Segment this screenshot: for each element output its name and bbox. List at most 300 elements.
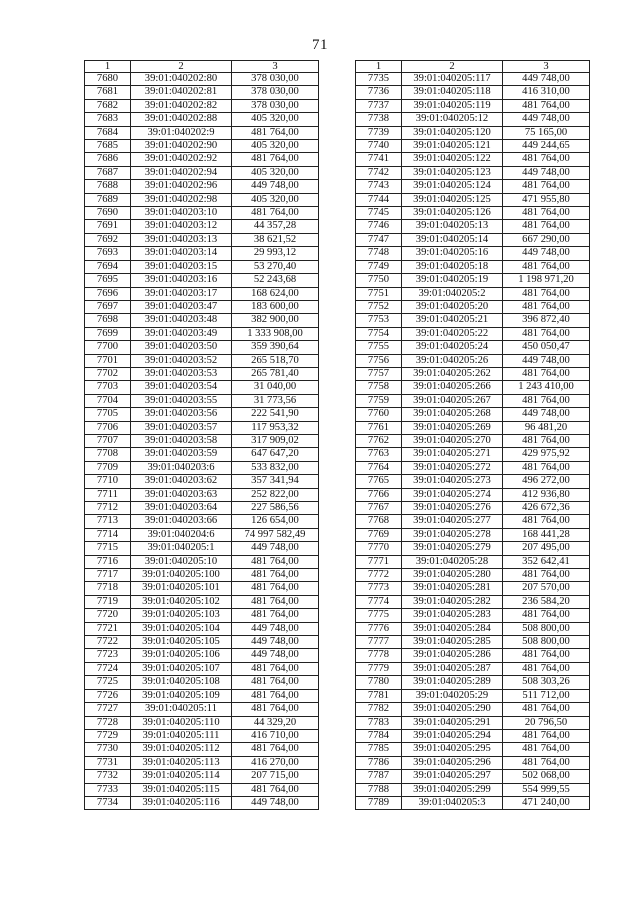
row-number-cell: 7686 bbox=[85, 153, 131, 166]
cadastral-number-cell: 39:01:040205:112 bbox=[131, 743, 232, 756]
table-header-row bbox=[85, 61, 319, 73]
row-number-cell: 7743 bbox=[356, 180, 402, 193]
table-row bbox=[356, 354, 590, 367]
header-col-2: 2 bbox=[402, 61, 503, 73]
row-number-cell: 7746 bbox=[356, 220, 402, 233]
table-row bbox=[85, 729, 319, 742]
table-row bbox=[85, 207, 319, 220]
row-number-cell: 7698 bbox=[85, 314, 131, 327]
cadastral-number-cell: 39:01:040205:291 bbox=[402, 716, 503, 729]
cadastral-number-cell: 39:01:040205:273 bbox=[402, 475, 503, 488]
row-number-cell: 7716 bbox=[85, 555, 131, 568]
row-number-cell: 7734 bbox=[85, 796, 131, 809]
value-cell: 481 764,00 bbox=[232, 207, 319, 220]
value-cell: 449 748,00 bbox=[232, 649, 319, 662]
value-cell: 29 993,12 bbox=[232, 247, 319, 260]
value-cell: 449 748,00 bbox=[503, 166, 590, 179]
value-cell: 53 270,40 bbox=[232, 260, 319, 273]
cadastral-number-cell: 39:01:040205:271 bbox=[402, 448, 503, 461]
row-number-cell: 7694 bbox=[85, 260, 131, 273]
cadastral-number-cell: 39:01:040202:80 bbox=[131, 73, 232, 86]
row-number-cell: 7785 bbox=[356, 743, 402, 756]
value-cell: 31 773,56 bbox=[232, 394, 319, 407]
table-row bbox=[356, 341, 590, 354]
table-row bbox=[85, 542, 319, 555]
cadastral-number-cell: 39:01:040202:98 bbox=[131, 193, 232, 206]
value-cell: 252 822,00 bbox=[232, 488, 319, 501]
value-cell: 449 748,00 bbox=[232, 636, 319, 649]
table-row bbox=[85, 327, 319, 340]
table-row bbox=[85, 126, 319, 139]
table-row bbox=[85, 622, 319, 635]
value-cell: 481 764,00 bbox=[503, 662, 590, 675]
row-number-cell: 7760 bbox=[356, 408, 402, 421]
table-header-row bbox=[356, 61, 590, 73]
table-row bbox=[356, 796, 590, 809]
cadastral-number-cell: 39:01:040202:9 bbox=[131, 126, 232, 139]
table-row bbox=[356, 783, 590, 796]
value-cell: 352 642,41 bbox=[503, 555, 590, 568]
registry-table-left bbox=[84, 60, 319, 810]
table-row bbox=[85, 649, 319, 662]
cadastral-number-cell: 39:01:040205:124 bbox=[402, 180, 503, 193]
table-row bbox=[356, 716, 590, 729]
row-number-cell: 7692 bbox=[85, 233, 131, 246]
cadastral-number-cell: 39:01:040205:280 bbox=[402, 569, 503, 582]
value-cell: 207 495,00 bbox=[503, 542, 590, 555]
cadastral-number-cell: 39:01:040205:108 bbox=[131, 676, 232, 689]
value-cell: 31 040,00 bbox=[232, 381, 319, 394]
table-row bbox=[356, 569, 590, 582]
table-row bbox=[356, 689, 590, 702]
cadastral-number-cell: 39:01:040202:96 bbox=[131, 180, 232, 193]
cadastral-number-cell: 39:01:040205:19 bbox=[402, 274, 503, 287]
value-cell: 508 800,00 bbox=[503, 622, 590, 635]
value-cell: 511 712,00 bbox=[503, 689, 590, 702]
value-cell: 227 586,56 bbox=[232, 502, 319, 515]
table-row bbox=[356, 140, 590, 153]
cadastral-number-cell: 39:01:040202:94 bbox=[131, 166, 232, 179]
cadastral-number-cell: 39:01:040205:110 bbox=[131, 716, 232, 729]
cadastral-number-cell: 39:01:040203:56 bbox=[131, 408, 232, 421]
value-cell: 667 290,00 bbox=[503, 233, 590, 246]
row-number-cell: 7766 bbox=[356, 488, 402, 501]
row-number-cell: 7721 bbox=[85, 622, 131, 635]
cadastral-number-cell: 39:01:040203:10 bbox=[131, 207, 232, 220]
table-row bbox=[356, 126, 590, 139]
value-cell: 481 764,00 bbox=[503, 609, 590, 622]
value-cell: 236 584,20 bbox=[503, 595, 590, 608]
row-number-cell: 7704 bbox=[85, 394, 131, 407]
value-cell: 449 748,00 bbox=[232, 180, 319, 193]
row-number-cell: 7690 bbox=[85, 207, 131, 220]
value-cell: 75 165,00 bbox=[503, 126, 590, 139]
row-number-cell: 7726 bbox=[85, 689, 131, 702]
row-number-cell: 7788 bbox=[356, 783, 402, 796]
row-number-cell: 7773 bbox=[356, 582, 402, 595]
cadastral-number-cell: 39:01:040203:59 bbox=[131, 448, 232, 461]
value-cell: 481 764,00 bbox=[232, 153, 319, 166]
cadastral-number-cell: 39:01:040203:14 bbox=[131, 247, 232, 260]
cadastral-number-cell: 39:01:040205:118 bbox=[402, 86, 503, 99]
table-row bbox=[85, 502, 319, 515]
value-cell: 412 936,80 bbox=[503, 488, 590, 501]
cadastral-number-cell: 39:01:040205:123 bbox=[402, 166, 503, 179]
row-number-cell: 7731 bbox=[85, 756, 131, 769]
table-row bbox=[85, 193, 319, 206]
value-cell: 168 441,28 bbox=[503, 528, 590, 541]
cadastral-number-cell: 39:01:040205:100 bbox=[131, 569, 232, 582]
table-row bbox=[85, 153, 319, 166]
table-row bbox=[85, 247, 319, 260]
table-row bbox=[356, 595, 590, 608]
table-row bbox=[356, 515, 590, 528]
table-row bbox=[85, 113, 319, 126]
table-row bbox=[356, 287, 590, 300]
row-number-cell: 7782 bbox=[356, 703, 402, 716]
row-number-cell: 7724 bbox=[85, 662, 131, 675]
row-number-cell: 7758 bbox=[356, 381, 402, 394]
row-number-cell: 7740 bbox=[356, 140, 402, 153]
row-number-cell: 7732 bbox=[85, 770, 131, 783]
row-number-cell: 7749 bbox=[356, 260, 402, 273]
cadastral-number-cell: 39:01:040205:21 bbox=[402, 314, 503, 327]
value-cell: 471 955,80 bbox=[503, 193, 590, 206]
table-row bbox=[85, 448, 319, 461]
row-number-cell: 7693 bbox=[85, 247, 131, 260]
value-cell: 449 748,00 bbox=[232, 796, 319, 809]
row-number-cell: 7744 bbox=[356, 193, 402, 206]
cadastral-number-cell: 39:01:040205:266 bbox=[402, 381, 503, 394]
row-number-cell: 7715 bbox=[85, 542, 131, 555]
row-number-cell: 7772 bbox=[356, 569, 402, 582]
row-number-cell: 7779 bbox=[356, 662, 402, 675]
value-cell: 359 390,64 bbox=[232, 341, 319, 354]
cadastral-number-cell: 39:01:040203:53 bbox=[131, 367, 232, 380]
value-cell: 20 796,50 bbox=[503, 716, 590, 729]
row-number-cell: 7750 bbox=[356, 274, 402, 287]
table-row bbox=[85, 300, 319, 313]
row-number-cell: 7771 bbox=[356, 555, 402, 568]
cadastral-number-cell: 39:01:040205:268 bbox=[402, 408, 503, 421]
cadastral-number-cell: 39:01:040205:116 bbox=[131, 796, 232, 809]
value-cell: 554 999,55 bbox=[503, 783, 590, 796]
cadastral-number-cell: 39:01:040205:272 bbox=[402, 461, 503, 474]
cadastral-number-cell: 39:01:040205:10 bbox=[131, 555, 232, 568]
value-cell: 449 748,00 bbox=[232, 542, 319, 555]
value-cell: 117 953,32 bbox=[232, 421, 319, 434]
value-cell: 481 764,00 bbox=[503, 367, 590, 380]
value-cell: 52 243,68 bbox=[232, 274, 319, 287]
table-row bbox=[85, 488, 319, 501]
value-cell: 416 310,00 bbox=[503, 86, 590, 99]
value-cell: 168 624,00 bbox=[232, 287, 319, 300]
table-row bbox=[85, 354, 319, 367]
row-number-cell: 7742 bbox=[356, 166, 402, 179]
cadastral-number-cell: 39:01:040202:90 bbox=[131, 140, 232, 153]
table-row bbox=[356, 609, 590, 622]
row-number-cell: 7768 bbox=[356, 515, 402, 528]
row-number-cell: 7770 bbox=[356, 542, 402, 555]
table-row bbox=[356, 555, 590, 568]
table-row bbox=[85, 689, 319, 702]
row-number-cell: 7751 bbox=[356, 287, 402, 300]
table-row bbox=[356, 327, 590, 340]
value-cell: 429 975,92 bbox=[503, 448, 590, 461]
value-cell: 396 872,40 bbox=[503, 314, 590, 327]
row-number-cell: 7706 bbox=[85, 421, 131, 434]
table-row bbox=[356, 314, 590, 327]
table-row bbox=[85, 796, 319, 809]
row-number-cell: 7733 bbox=[85, 783, 131, 796]
table-row bbox=[356, 86, 590, 99]
cadastral-number-cell: 39:01:040203:63 bbox=[131, 488, 232, 501]
table-row bbox=[356, 394, 590, 407]
cadastral-number-cell: 39:01:040205:3 bbox=[402, 796, 503, 809]
header-col-1: 1 bbox=[356, 61, 402, 73]
cadastral-number-cell: 39:01:040205:290 bbox=[402, 703, 503, 716]
value-cell: 481 764,00 bbox=[503, 756, 590, 769]
cadastral-number-cell: 39:01:040203:16 bbox=[131, 274, 232, 287]
table-row bbox=[85, 99, 319, 112]
table-row bbox=[85, 528, 319, 541]
row-number-cell: 7784 bbox=[356, 729, 402, 742]
table-row bbox=[356, 207, 590, 220]
row-number-cell: 7683 bbox=[85, 113, 131, 126]
row-number-cell: 7769 bbox=[356, 528, 402, 541]
table-row bbox=[85, 434, 319, 447]
value-cell: 207 715,00 bbox=[232, 770, 319, 783]
table-row bbox=[85, 461, 319, 474]
row-number-cell: 7708 bbox=[85, 448, 131, 461]
row-number-cell: 7710 bbox=[85, 475, 131, 488]
table-row bbox=[85, 716, 319, 729]
header-col-1: 1 bbox=[85, 61, 131, 73]
row-number-cell: 7720 bbox=[85, 609, 131, 622]
table-row bbox=[356, 73, 590, 86]
value-cell: 265 518,70 bbox=[232, 354, 319, 367]
table-row bbox=[356, 193, 590, 206]
cadastral-number-cell: 39:01:040203:55 bbox=[131, 394, 232, 407]
row-number-cell: 7775 bbox=[356, 609, 402, 622]
row-number-cell: 7738 bbox=[356, 113, 402, 126]
cadastral-number-cell: 39:01:040205:14 bbox=[402, 233, 503, 246]
value-cell: 533 832,00 bbox=[232, 461, 319, 474]
table-row bbox=[85, 770, 319, 783]
value-cell: 449 748,00 bbox=[503, 408, 590, 421]
cadastral-number-cell: 39:01:040205:103 bbox=[131, 609, 232, 622]
cadastral-number-cell: 39:01:040203:12 bbox=[131, 220, 232, 233]
table-row bbox=[356, 421, 590, 434]
value-cell: 481 764,00 bbox=[503, 327, 590, 340]
row-number-cell: 7707 bbox=[85, 434, 131, 447]
value-cell: 481 764,00 bbox=[232, 743, 319, 756]
table-row bbox=[356, 300, 590, 313]
row-number-cell: 7739 bbox=[356, 126, 402, 139]
row-number-cell: 7737 bbox=[356, 99, 402, 112]
table-row bbox=[356, 99, 590, 112]
cadastral-number-cell: 39:01:040205:114 bbox=[131, 770, 232, 783]
cadastral-number-cell: 39:01:040203:52 bbox=[131, 354, 232, 367]
row-number-cell: 7761 bbox=[356, 421, 402, 434]
cadastral-number-cell: 39:01:040205:277 bbox=[402, 515, 503, 528]
row-number-cell: 7767 bbox=[356, 502, 402, 515]
table-row bbox=[85, 140, 319, 153]
row-number-cell: 7747 bbox=[356, 233, 402, 246]
cadastral-number-cell: 39:01:040203:57 bbox=[131, 421, 232, 434]
cadastral-number-cell: 39:01:040205:115 bbox=[131, 783, 232, 796]
table-row bbox=[85, 676, 319, 689]
cadastral-number-cell: 39:01:040205:12 bbox=[402, 113, 503, 126]
cadastral-number-cell: 39:01:040205:11 bbox=[131, 703, 232, 716]
row-number-cell: 7705 bbox=[85, 408, 131, 421]
row-number-cell: 7762 bbox=[356, 434, 402, 447]
value-cell: 481 764,00 bbox=[503, 153, 590, 166]
row-number-cell: 7741 bbox=[356, 153, 402, 166]
cadastral-number-cell: 39:01:040205:282 bbox=[402, 595, 503, 608]
table-row bbox=[85, 662, 319, 675]
table-row bbox=[85, 569, 319, 582]
cadastral-number-cell: 39:01:040202:88 bbox=[131, 113, 232, 126]
cadastral-number-cell: 39:01:040203:62 bbox=[131, 475, 232, 488]
row-number-cell: 7753 bbox=[356, 314, 402, 327]
cadastral-number-cell: 39:01:040205:113 bbox=[131, 756, 232, 769]
value-cell: 471 240,00 bbox=[503, 796, 590, 809]
value-cell: 449 244,65 bbox=[503, 140, 590, 153]
cadastral-number-cell: 39:01:040205:24 bbox=[402, 341, 503, 354]
value-cell: 44 329,20 bbox=[232, 716, 319, 729]
table-row bbox=[356, 502, 590, 515]
table-row bbox=[356, 220, 590, 233]
row-number-cell: 7713 bbox=[85, 515, 131, 528]
value-cell: 126 654,00 bbox=[232, 515, 319, 528]
row-number-cell: 7780 bbox=[356, 676, 402, 689]
cadastral-number-cell: 39:01:040205:106 bbox=[131, 649, 232, 662]
value-cell: 481 764,00 bbox=[503, 461, 590, 474]
cadastral-number-cell: 39:01:040205:119 bbox=[402, 99, 503, 112]
row-number-cell: 7688 bbox=[85, 180, 131, 193]
table-row bbox=[85, 381, 319, 394]
header-col-2: 2 bbox=[131, 61, 232, 73]
row-number-cell: 7725 bbox=[85, 676, 131, 689]
cadastral-number-cell: 39:01:040205:269 bbox=[402, 421, 503, 434]
header-col-3: 3 bbox=[232, 61, 319, 73]
table-row bbox=[356, 743, 590, 756]
page-number: 71 bbox=[312, 37, 328, 53]
cadastral-number-cell: 39:01:040205:278 bbox=[402, 528, 503, 541]
row-number-cell: 7757 bbox=[356, 367, 402, 380]
row-number-cell: 7728 bbox=[85, 716, 131, 729]
value-cell: 378 030,00 bbox=[232, 73, 319, 86]
value-cell: 207 570,00 bbox=[503, 582, 590, 595]
row-number-cell: 7717 bbox=[85, 569, 131, 582]
value-cell: 449 748,00 bbox=[503, 247, 590, 260]
registry-table-right bbox=[355, 60, 590, 810]
cadastral-number-cell: 39:01:040205:294 bbox=[402, 729, 503, 742]
table-row bbox=[356, 260, 590, 273]
row-number-cell: 7723 bbox=[85, 649, 131, 662]
value-cell: 426 672,36 bbox=[503, 502, 590, 515]
row-number-cell: 7696 bbox=[85, 287, 131, 300]
cadastral-number-cell: 39:01:040205:296 bbox=[402, 756, 503, 769]
table-row bbox=[356, 703, 590, 716]
cadastral-number-cell: 39:01:040205:121 bbox=[402, 140, 503, 153]
value-cell: 222 541,90 bbox=[232, 408, 319, 421]
value-cell: 481 764,00 bbox=[232, 689, 319, 702]
value-cell: 647 647,20 bbox=[232, 448, 319, 461]
row-number-cell: 7729 bbox=[85, 729, 131, 742]
value-cell: 416 270,00 bbox=[232, 756, 319, 769]
row-number-cell: 7778 bbox=[356, 649, 402, 662]
row-number-cell: 7697 bbox=[85, 300, 131, 313]
row-number-cell: 7687 bbox=[85, 166, 131, 179]
row-number-cell: 7754 bbox=[356, 327, 402, 340]
value-cell: 481 764,00 bbox=[503, 300, 590, 313]
table-row bbox=[85, 86, 319, 99]
row-number-cell: 7730 bbox=[85, 743, 131, 756]
row-number-cell: 7701 bbox=[85, 354, 131, 367]
cadastral-number-cell: 39:01:040205:101 bbox=[131, 582, 232, 595]
table-row bbox=[85, 582, 319, 595]
table-row bbox=[85, 783, 319, 796]
row-number-cell: 7684 bbox=[85, 126, 131, 139]
table-row bbox=[356, 662, 590, 675]
table-row bbox=[85, 166, 319, 179]
cadastral-number-cell: 39:01:040205:117 bbox=[402, 73, 503, 86]
cadastral-number-cell: 39:01:040203:6 bbox=[131, 461, 232, 474]
value-cell: 405 320,00 bbox=[232, 113, 319, 126]
value-cell: 481 764,00 bbox=[503, 287, 590, 300]
cadastral-number-cell: 39:01:040205:281 bbox=[402, 582, 503, 595]
value-cell: 1 198 971,20 bbox=[503, 274, 590, 287]
table-row bbox=[85, 703, 319, 716]
cadastral-number-cell: 39:01:040205:122 bbox=[402, 153, 503, 166]
row-number-cell: 7719 bbox=[85, 595, 131, 608]
cadastral-number-cell: 39:01:040205:107 bbox=[131, 662, 232, 675]
row-number-cell: 7714 bbox=[85, 528, 131, 541]
cadastral-number-cell: 39:01:040203:50 bbox=[131, 341, 232, 354]
row-number-cell: 7727 bbox=[85, 703, 131, 716]
value-cell: 481 764,00 bbox=[503, 703, 590, 716]
row-number-cell: 7787 bbox=[356, 770, 402, 783]
row-number-cell: 7745 bbox=[356, 207, 402, 220]
cadastral-number-cell: 39:01:040205:274 bbox=[402, 488, 503, 501]
table-row bbox=[85, 515, 319, 528]
value-cell: 481 764,00 bbox=[503, 729, 590, 742]
table-row bbox=[356, 381, 590, 394]
value-cell: 481 764,00 bbox=[232, 555, 319, 568]
cadastral-number-cell: 39:01:040205:284 bbox=[402, 622, 503, 635]
value-cell: 96 481,20 bbox=[503, 421, 590, 434]
value-cell: 405 320,00 bbox=[232, 140, 319, 153]
value-cell: 481 764,00 bbox=[503, 394, 590, 407]
cadastral-number-cell: 39:01:040203:13 bbox=[131, 233, 232, 246]
cadastral-number-cell: 39:01:040205:120 bbox=[402, 126, 503, 139]
table-row bbox=[356, 461, 590, 474]
row-number-cell: 7764 bbox=[356, 461, 402, 474]
row-number-cell: 7752 bbox=[356, 300, 402, 313]
cadastral-number-cell: 39:01:040203:48 bbox=[131, 314, 232, 327]
header-col-3: 3 bbox=[503, 61, 590, 73]
cadastral-number-cell: 39:01:040205:295 bbox=[402, 743, 503, 756]
table-row bbox=[356, 636, 590, 649]
table-row bbox=[356, 622, 590, 635]
row-number-cell: 7695 bbox=[85, 274, 131, 287]
table-row bbox=[85, 756, 319, 769]
value-cell: 481 764,00 bbox=[232, 609, 319, 622]
row-number-cell: 7736 bbox=[356, 86, 402, 99]
value-cell: 378 030,00 bbox=[232, 86, 319, 99]
